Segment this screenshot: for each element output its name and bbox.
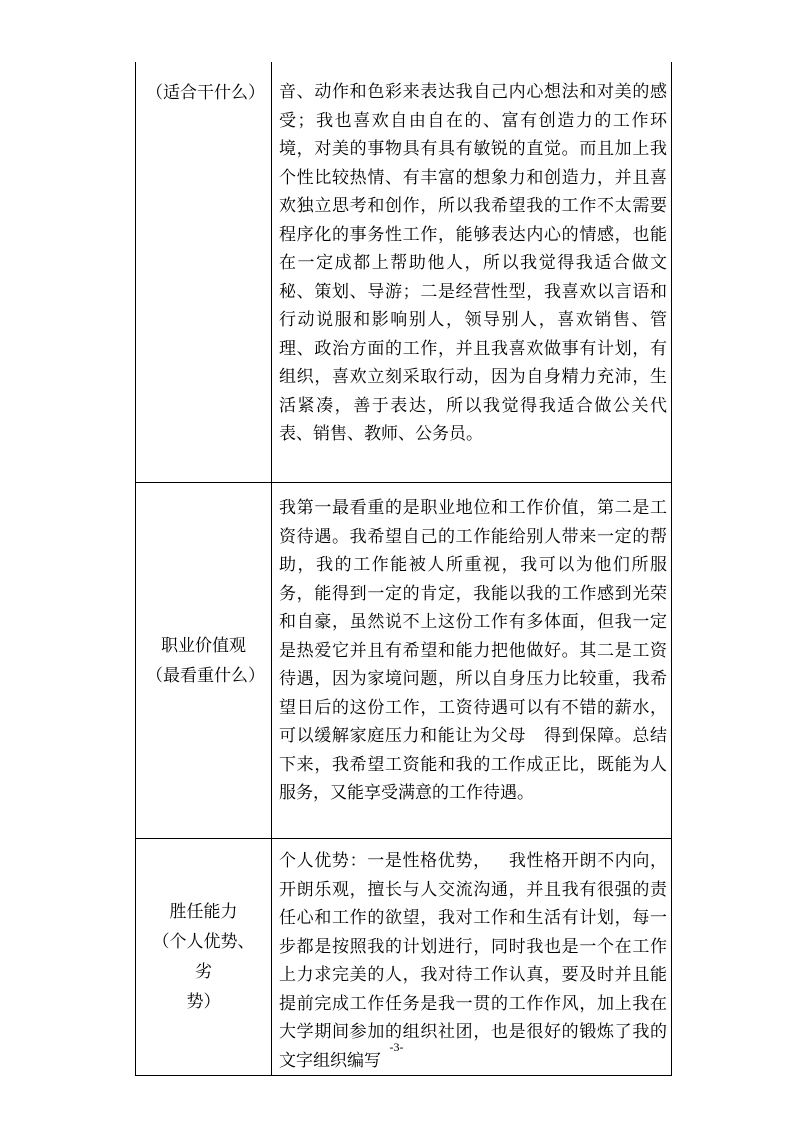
table-row bbox=[136, 483, 672, 839]
row-label: 职业价值观 bbox=[161, 635, 246, 656]
page-number: -3- bbox=[389, 1040, 404, 1054]
row-label-cell bbox=[136, 483, 272, 839]
row-label-sub: （个人优势、劣 bbox=[152, 932, 255, 982]
row-content-cell bbox=[272, 483, 672, 839]
table-row bbox=[136, 62, 672, 483]
row-label-cell bbox=[136, 62, 272, 483]
row-label-sub: （最看重什么） bbox=[146, 665, 265, 686]
row-content-text: 我第一最看重的是职业地位和工作价值，第二是工资待遇。我希望自己的工作能给别人带来一定的帮助，我的工作能被人所重视，我可以为他们所服务，能得到一定的肯定，我能以我的工作感到光荣和自豪，虽然说不上这份工作有多体面，但我一定是热爱它并且有希望和能力把他做好。其二是工资待遇，因为家境问题，所以自身压力比较重，我希望日后的这份工作，工资待遇可以有不错的薪水，可以缓解家庭压力和能让为父母 得到保障。总结下来，我希望工资能和我的工作成正比，既能为人服务，又能享受满意的工作待遇。 bbox=[279, 498, 667, 803]
career-plan-table bbox=[135, 62, 672, 1076]
row-label-sub: 势） bbox=[186, 992, 221, 1012]
row-content-text: 音、动作和色彩来表达我自己内心想法和对美的感受；我也喜欢自由自在的、富有创造力的工作环境，对美的事物具有具有敏锐的直觉。而且加上我个性比较热情、有丰富的想象力和创造力，并且喜欢独立思考和创作，所以我希望我的工作不太需要程序化的事务性工作，能够表达内心的情感，也能在一定成都上帮助他人，所以我觉得我适合做文秘、策划、导游；二是经营性型，我喜欢以言语和行动说服和影响别人，领导别人，喜欢销售、管理、政治方面的工作，并且我喜欢做事有计划，有组织，喜欢立刻采取行动，因为自身精力充沛，生活紧凑，善于表达，所以我觉得我适合做公关代表、销售、教师、公务员。 bbox=[279, 82, 667, 444]
row-label: 胜任能力 bbox=[169, 902, 238, 922]
row-label: （适合干什么） bbox=[146, 83, 265, 103]
row-content-text: 个人优势：一是性格优势， 我性格开朗不内向，开朗乐观，擅长与人交流沟通，并且我有很强的责任心和工作的欲望，我对工作和生活有计划，每一步都是按照我的计划进行，同时我也是一个在工作上力求完美的人，我对待工作认真，要及时并且能提前完成工作任务是我一贯的工作作风，加上我在大学期间参加的组织社团，也是很好的锻炼了我的文字组织编写 bbox=[279, 851, 667, 1071]
row-content-cell bbox=[272, 62, 672, 483]
